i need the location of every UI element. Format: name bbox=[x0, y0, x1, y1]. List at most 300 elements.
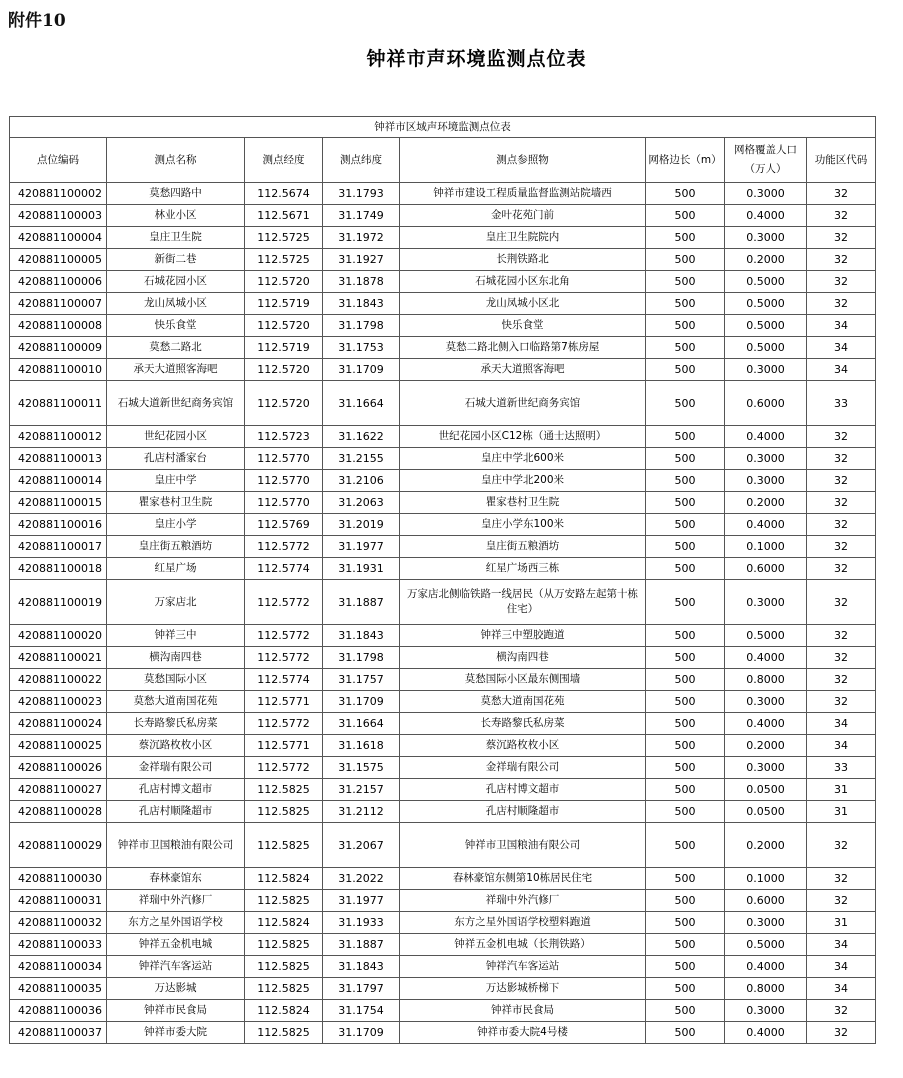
cell-reference: 莫愁大道南国花苑 bbox=[400, 691, 646, 713]
table-row bbox=[10, 956, 876, 978]
cell-point-code: 420881100004 bbox=[10, 227, 107, 249]
cell-longitude: 112.5825 bbox=[245, 934, 323, 956]
cell-zone-code: 32 bbox=[807, 470, 876, 492]
cell-longitude: 112.5825 bbox=[245, 1022, 323, 1044]
cell-point-name: 莫愁国际小区 bbox=[107, 669, 245, 691]
table-row bbox=[10, 779, 876, 801]
table-caption-row bbox=[10, 117, 876, 138]
cell-zone-code: 32 bbox=[807, 1000, 876, 1022]
cell-longitude: 112.5771 bbox=[245, 691, 323, 713]
cell-latitude: 31.1798 bbox=[323, 647, 400, 669]
cell-point-name: 蔡沉路枚枚小区 bbox=[107, 735, 245, 757]
cell-latitude: 31.1887 bbox=[323, 580, 400, 625]
cell-grid-length: 500 bbox=[646, 978, 725, 1000]
cell-point-name: 横沟南四巷 bbox=[107, 647, 245, 669]
cell-zone-code: 31 bbox=[807, 779, 876, 801]
cell-zone-code: 32 bbox=[807, 580, 876, 625]
cell-point-name: 金祥瑞有限公司 bbox=[107, 757, 245, 779]
cell-longitude: 112.5774 bbox=[245, 558, 323, 580]
header-point-code: 点位编码 bbox=[10, 138, 107, 183]
cell-zone-code: 32 bbox=[807, 426, 876, 448]
cell-grid-length: 500 bbox=[646, 912, 725, 934]
cell-reference: 石城花园小区东北角 bbox=[400, 271, 646, 293]
cell-reference: 春林豪馆东侧第10栋居民住宅 bbox=[400, 868, 646, 890]
cell-point-code: 420881100019 bbox=[10, 580, 107, 625]
cell-population: 0.4000 bbox=[725, 956, 807, 978]
cell-point-code: 420881100013 bbox=[10, 448, 107, 470]
cell-grid-length: 500 bbox=[646, 625, 725, 647]
table-row bbox=[10, 249, 876, 271]
cell-latitude: 31.2019 bbox=[323, 514, 400, 536]
cell-point-code: 420881100020 bbox=[10, 625, 107, 647]
cell-population: 0.3000 bbox=[725, 1000, 807, 1022]
cell-latitude: 31.1754 bbox=[323, 1000, 400, 1022]
cell-longitude: 112.5772 bbox=[245, 580, 323, 625]
table-row bbox=[10, 227, 876, 249]
cell-reference: 长寿路黎氏私房菜 bbox=[400, 713, 646, 735]
cell-population: 0.1000 bbox=[725, 868, 807, 890]
cell-zone-code: 31 bbox=[807, 801, 876, 823]
cell-point-name: 瞿家巷村卫生院 bbox=[107, 492, 245, 514]
cell-grid-length: 500 bbox=[646, 1000, 725, 1022]
cell-point-name: 钟祥市民食局 bbox=[107, 1000, 245, 1022]
cell-point-name: 快乐食堂 bbox=[107, 315, 245, 337]
header-zone-code: 功能区代码 bbox=[807, 138, 876, 183]
cell-point-code: 420881100031 bbox=[10, 890, 107, 912]
cell-grid-length: 500 bbox=[646, 823, 725, 868]
cell-population: 0.4000 bbox=[725, 426, 807, 448]
cell-population: 0.5000 bbox=[725, 293, 807, 315]
table-row bbox=[10, 315, 876, 337]
cell-point-code: 420881100017 bbox=[10, 536, 107, 558]
cell-point-name: 新街二巷 bbox=[107, 249, 245, 271]
cell-point-code: 420881100027 bbox=[10, 779, 107, 801]
cell-latitude: 31.1798 bbox=[323, 315, 400, 337]
cell-point-name: 孔店村博文超市 bbox=[107, 779, 245, 801]
cell-reference: 钟祥市民食局 bbox=[400, 1000, 646, 1022]
cell-latitude: 31.2155 bbox=[323, 448, 400, 470]
cell-point-code: 420881100032 bbox=[10, 912, 107, 934]
cell-population: 0.3000 bbox=[725, 448, 807, 470]
cell-point-name: 祥瑞中外汽修厂 bbox=[107, 890, 245, 912]
cell-zone-code: 32 bbox=[807, 669, 876, 691]
cell-point-code: 420881100005 bbox=[10, 249, 107, 271]
cell-reference: 祥瑞中外汽修厂 bbox=[400, 890, 646, 912]
cell-point-code: 420881100002 bbox=[10, 183, 107, 205]
cell-grid-length: 500 bbox=[646, 249, 725, 271]
cell-longitude: 112.5772 bbox=[245, 536, 323, 558]
cell-population: 0.5000 bbox=[725, 315, 807, 337]
cell-grid-length: 500 bbox=[646, 426, 725, 448]
table-row bbox=[10, 691, 876, 713]
cell-zone-code: 34 bbox=[807, 337, 876, 359]
cell-reference: 金叶花苑门前 bbox=[400, 205, 646, 227]
cell-point-code: 420881100009 bbox=[10, 337, 107, 359]
cell-grid-length: 500 bbox=[646, 448, 725, 470]
cell-zone-code: 32 bbox=[807, 183, 876, 205]
cell-zone-code: 32 bbox=[807, 249, 876, 271]
cell-grid-length: 500 bbox=[646, 381, 725, 426]
cell-longitude: 112.5725 bbox=[245, 249, 323, 271]
cell-reference: 钟祥市建设工程质量监督监测站院墙西 bbox=[400, 183, 646, 205]
cell-point-code: 420881100036 bbox=[10, 1000, 107, 1022]
cell-longitude: 112.5825 bbox=[245, 801, 323, 823]
cell-zone-code: 31 bbox=[807, 912, 876, 934]
cell-zone-code: 32 bbox=[807, 492, 876, 514]
cell-latitude: 31.1709 bbox=[323, 691, 400, 713]
cell-latitude: 31.1757 bbox=[323, 669, 400, 691]
cell-grid-length: 500 bbox=[646, 315, 725, 337]
table-row bbox=[10, 271, 876, 293]
cell-point-code: 420881100010 bbox=[10, 359, 107, 381]
header-grid-length: 网格边长（m） bbox=[646, 138, 725, 183]
cell-point-code: 420881100034 bbox=[10, 956, 107, 978]
cell-reference: 万家店北侧临铁路一线居民（从万安路左起第十栋住宅） bbox=[400, 580, 646, 625]
table-row bbox=[10, 337, 876, 359]
table-row bbox=[10, 713, 876, 735]
cell-population: 0.3000 bbox=[725, 691, 807, 713]
cell-population: 0.1000 bbox=[725, 536, 807, 558]
table-row bbox=[10, 514, 876, 536]
cell-zone-code: 34 bbox=[807, 956, 876, 978]
cell-point-name: 钟祥三中 bbox=[107, 625, 245, 647]
cell-population: 0.6000 bbox=[725, 558, 807, 580]
cell-grid-length: 500 bbox=[646, 227, 725, 249]
cell-reference: 万达影城桥梯下 bbox=[400, 978, 646, 1000]
cell-reference: 长荆铁路北 bbox=[400, 249, 646, 271]
cell-population: 0.4000 bbox=[725, 205, 807, 227]
cell-point-name: 皇庄小学 bbox=[107, 514, 245, 536]
cell-zone-code: 32 bbox=[807, 514, 876, 536]
table-row bbox=[10, 934, 876, 956]
cell-grid-length: 500 bbox=[646, 470, 725, 492]
cell-zone-code: 34 bbox=[807, 934, 876, 956]
cell-longitude: 112.5824 bbox=[245, 868, 323, 890]
cell-latitude: 31.1664 bbox=[323, 713, 400, 735]
table-row bbox=[10, 426, 876, 448]
cell-population: 0.6000 bbox=[725, 381, 807, 426]
table-row bbox=[10, 647, 876, 669]
cell-population: 0.3000 bbox=[725, 227, 807, 249]
cell-latitude: 31.1709 bbox=[323, 359, 400, 381]
table-row bbox=[10, 492, 876, 514]
cell-zone-code: 32 bbox=[807, 625, 876, 647]
cell-zone-code: 32 bbox=[807, 1022, 876, 1044]
cell-population: 0.3000 bbox=[725, 359, 807, 381]
table-row bbox=[10, 205, 876, 227]
cell-reference: 世纪花园小区C12栋（通士达照明） bbox=[400, 426, 646, 448]
cell-zone-code: 33 bbox=[807, 757, 876, 779]
cell-population: 0.2000 bbox=[725, 823, 807, 868]
cell-grid-length: 500 bbox=[646, 536, 725, 558]
table-row bbox=[10, 580, 876, 625]
cell-zone-code: 34 bbox=[807, 713, 876, 735]
cell-population: 0.4000 bbox=[725, 1022, 807, 1044]
cell-longitude: 112.5770 bbox=[245, 448, 323, 470]
cell-zone-code: 33 bbox=[807, 381, 876, 426]
cell-population: 0.5000 bbox=[725, 271, 807, 293]
cell-zone-code: 34 bbox=[807, 978, 876, 1000]
cell-latitude: 31.1933 bbox=[323, 912, 400, 934]
cell-reference: 皇庄小学东100米 bbox=[400, 514, 646, 536]
table-row bbox=[10, 536, 876, 558]
table-row bbox=[10, 381, 876, 426]
cell-longitude: 112.5725 bbox=[245, 227, 323, 249]
cell-grid-length: 500 bbox=[646, 735, 725, 757]
table-row bbox=[10, 735, 876, 757]
cell-point-code: 420881100018 bbox=[10, 558, 107, 580]
header-reference: 测点参照物 bbox=[400, 138, 646, 183]
cell-longitude: 112.5825 bbox=[245, 890, 323, 912]
cell-latitude: 31.1664 bbox=[323, 381, 400, 426]
cell-point-name: 钟祥市卫国粮油有限公司 bbox=[107, 823, 245, 868]
cell-longitude: 112.5825 bbox=[245, 956, 323, 978]
cell-latitude: 31.1977 bbox=[323, 536, 400, 558]
table-row bbox=[10, 823, 876, 868]
cell-point-code: 420881100022 bbox=[10, 669, 107, 691]
cell-grid-length: 500 bbox=[646, 580, 725, 625]
cell-population: 0.4000 bbox=[725, 647, 807, 669]
cell-latitude: 31.2112 bbox=[323, 801, 400, 823]
cell-population: 0.3000 bbox=[725, 470, 807, 492]
cell-population: 0.3000 bbox=[725, 183, 807, 205]
cell-latitude: 31.1843 bbox=[323, 293, 400, 315]
cell-reference: 莫愁二路北侧入口临路第7栋房屋 bbox=[400, 337, 646, 359]
cell-point-name: 红星广场 bbox=[107, 558, 245, 580]
cell-point-name: 林业小区 bbox=[107, 205, 245, 227]
cell-point-code: 420881100033 bbox=[10, 934, 107, 956]
cell-point-name: 石城花园小区 bbox=[107, 271, 245, 293]
cell-latitude: 31.1931 bbox=[323, 558, 400, 580]
cell-point-code: 420881100008 bbox=[10, 315, 107, 337]
table-row bbox=[10, 868, 876, 890]
cell-zone-code: 32 bbox=[807, 448, 876, 470]
table-row bbox=[10, 1022, 876, 1044]
cell-point-name: 莫愁大道南国花苑 bbox=[107, 691, 245, 713]
cell-grid-length: 500 bbox=[646, 293, 725, 315]
cell-point-name: 世纪花园小区 bbox=[107, 426, 245, 448]
cell-population: 0.2000 bbox=[725, 735, 807, 757]
cell-point-code: 420881100024 bbox=[10, 713, 107, 735]
cell-reference: 龙山凤城小区北 bbox=[400, 293, 646, 315]
cell-point-code: 420881100037 bbox=[10, 1022, 107, 1044]
cell-reference: 蔡沉路枚枚小区 bbox=[400, 735, 646, 757]
cell-latitude: 31.1878 bbox=[323, 271, 400, 293]
cell-longitude: 112.5824 bbox=[245, 1000, 323, 1022]
cell-latitude: 31.1793 bbox=[323, 183, 400, 205]
cell-population: 0.8000 bbox=[725, 978, 807, 1000]
cell-longitude: 112.5719 bbox=[245, 293, 323, 315]
cell-population: 0.3000 bbox=[725, 757, 807, 779]
cell-point-name: 孔店村潘家台 bbox=[107, 448, 245, 470]
table-row bbox=[10, 1000, 876, 1022]
cell-point-code: 420881100035 bbox=[10, 978, 107, 1000]
cell-grid-length: 500 bbox=[646, 801, 725, 823]
cell-zone-code: 34 bbox=[807, 735, 876, 757]
cell-zone-code: 32 bbox=[807, 558, 876, 580]
cell-point-code: 420881100029 bbox=[10, 823, 107, 868]
header-longitude: 测点经度 bbox=[245, 138, 323, 183]
cell-reference: 东方之星外国语学校塑料跑道 bbox=[400, 912, 646, 934]
cell-point-code: 420881100015 bbox=[10, 492, 107, 514]
cell-zone-code: 34 bbox=[807, 315, 876, 337]
cell-longitude: 112.5720 bbox=[245, 315, 323, 337]
cell-longitude: 112.5772 bbox=[245, 757, 323, 779]
cell-grid-length: 500 bbox=[646, 205, 725, 227]
cell-reference: 皇庄中学北600米 bbox=[400, 448, 646, 470]
cell-longitude: 112.5772 bbox=[245, 647, 323, 669]
cell-latitude: 31.1797 bbox=[323, 978, 400, 1000]
cell-zone-code: 32 bbox=[807, 823, 876, 868]
cell-reference: 孔店村博文超市 bbox=[400, 779, 646, 801]
cell-zone-code: 32 bbox=[807, 536, 876, 558]
table-row bbox=[10, 470, 876, 492]
cell-grid-length: 500 bbox=[646, 934, 725, 956]
cell-population: 0.3000 bbox=[725, 580, 807, 625]
cell-point-code: 420881100025 bbox=[10, 735, 107, 757]
cell-zone-code: 34 bbox=[807, 359, 876, 381]
cell-point-code: 420881100011 bbox=[10, 381, 107, 426]
cell-population: 0.8000 bbox=[725, 669, 807, 691]
cell-point-name: 东方之星外国语学校 bbox=[107, 912, 245, 934]
cell-population: 0.5000 bbox=[725, 337, 807, 359]
cell-grid-length: 500 bbox=[646, 956, 725, 978]
cell-point-code: 420881100028 bbox=[10, 801, 107, 823]
cell-latitude: 31.1618 bbox=[323, 735, 400, 757]
cell-point-code: 420881100006 bbox=[10, 271, 107, 293]
table-row bbox=[10, 625, 876, 647]
cell-grid-length: 500 bbox=[646, 183, 725, 205]
cell-grid-length: 500 bbox=[646, 271, 725, 293]
cell-latitude: 31.1972 bbox=[323, 227, 400, 249]
cell-point-name: 长寿路黎氏私房菜 bbox=[107, 713, 245, 735]
cell-population: 0.4000 bbox=[725, 713, 807, 735]
cell-zone-code: 32 bbox=[807, 647, 876, 669]
cell-grid-length: 500 bbox=[646, 514, 725, 536]
cell-latitude: 31.2157 bbox=[323, 779, 400, 801]
cell-latitude: 31.1843 bbox=[323, 956, 400, 978]
cell-reference: 红星广场西三栋 bbox=[400, 558, 646, 580]
cell-point-code: 420881100030 bbox=[10, 868, 107, 890]
cell-zone-code: 32 bbox=[807, 691, 876, 713]
cell-point-name: 钟祥市委大院 bbox=[107, 1022, 245, 1044]
cell-zone-code: 32 bbox=[807, 868, 876, 890]
cell-grid-length: 500 bbox=[646, 337, 725, 359]
cell-longitude: 112.5774 bbox=[245, 669, 323, 691]
cell-latitude: 31.1749 bbox=[323, 205, 400, 227]
cell-longitude: 112.5772 bbox=[245, 713, 323, 735]
cell-longitude: 112.5825 bbox=[245, 978, 323, 1000]
table-row bbox=[10, 359, 876, 381]
table-row bbox=[10, 558, 876, 580]
table-row bbox=[10, 757, 876, 779]
cell-point-name: 石城大道新世纪商务宾馆 bbox=[107, 381, 245, 426]
cell-zone-code: 32 bbox=[807, 890, 876, 912]
cell-point-code: 420881100016 bbox=[10, 514, 107, 536]
cell-longitude: 112.5720 bbox=[245, 381, 323, 426]
cell-latitude: 31.2022 bbox=[323, 868, 400, 890]
header-population: 网格覆盖人口（万人） bbox=[725, 138, 807, 183]
cell-reference: 快乐食堂 bbox=[400, 315, 646, 337]
cell-longitude: 112.5719 bbox=[245, 337, 323, 359]
cell-longitude: 112.5723 bbox=[245, 426, 323, 448]
attachment-label: 附件10 bbox=[8, 11, 66, 31]
cell-reference: 钟祥三中塑胶跑道 bbox=[400, 625, 646, 647]
cell-reference: 莫愁国际小区最东侧围墙 bbox=[400, 669, 646, 691]
cell-point-name: 皇庄卫生院 bbox=[107, 227, 245, 249]
cell-longitude: 112.5772 bbox=[245, 625, 323, 647]
cell-longitude: 112.5720 bbox=[245, 359, 323, 381]
cell-longitude: 112.5770 bbox=[245, 492, 323, 514]
cell-longitude: 112.5720 bbox=[245, 271, 323, 293]
cell-grid-length: 500 bbox=[646, 647, 725, 669]
cell-longitude: 112.5769 bbox=[245, 514, 323, 536]
cell-point-code: 420881100007 bbox=[10, 293, 107, 315]
cell-population: 0.2000 bbox=[725, 249, 807, 271]
cell-population: 0.0500 bbox=[725, 779, 807, 801]
cell-reference: 皇庄中学北200米 bbox=[400, 470, 646, 492]
cell-reference: 皇庄卫生院院内 bbox=[400, 227, 646, 249]
cell-reference: 承天大道照客海吧 bbox=[400, 359, 646, 381]
cell-point-name: 龙山凤城小区 bbox=[107, 293, 245, 315]
cell-latitude: 31.1753 bbox=[323, 337, 400, 359]
table-row bbox=[10, 669, 876, 691]
cell-latitude: 31.2106 bbox=[323, 470, 400, 492]
cell-longitude: 112.5674 bbox=[245, 183, 323, 205]
cell-longitude: 112.5770 bbox=[245, 470, 323, 492]
cell-population: 0.2000 bbox=[725, 492, 807, 514]
cell-point-name: 万达影城 bbox=[107, 978, 245, 1000]
table-row bbox=[10, 912, 876, 934]
cell-grid-length: 500 bbox=[646, 669, 725, 691]
document-title: 钟祥市声环境监测点位表 bbox=[366, 48, 587, 70]
cell-point-code: 420881100026 bbox=[10, 757, 107, 779]
cell-population: 0.5000 bbox=[725, 625, 807, 647]
cell-population: 0.6000 bbox=[725, 890, 807, 912]
cell-zone-code: 32 bbox=[807, 293, 876, 315]
monitoring-points-table bbox=[9, 116, 876, 1044]
cell-point-code: 420881100021 bbox=[10, 647, 107, 669]
cell-point-name: 承天大道照客海吧 bbox=[107, 359, 245, 381]
cell-longitude: 112.5825 bbox=[245, 823, 323, 868]
header-point-name: 测点名称 bbox=[107, 138, 245, 183]
cell-population: 0.3000 bbox=[725, 912, 807, 934]
cell-grid-length: 500 bbox=[646, 558, 725, 580]
cell-latitude: 31.1843 bbox=[323, 625, 400, 647]
cell-reference: 钟祥市委大院4号楼 bbox=[400, 1022, 646, 1044]
cell-reference: 金祥瑞有限公司 bbox=[400, 757, 646, 779]
cell-population: 0.5000 bbox=[725, 934, 807, 956]
cell-point-code: 420881100014 bbox=[10, 470, 107, 492]
cell-population: 0.0500 bbox=[725, 801, 807, 823]
table-row bbox=[10, 293, 876, 315]
cell-reference: 瞿家巷村卫生院 bbox=[400, 492, 646, 514]
cell-grid-length: 500 bbox=[646, 691, 725, 713]
cell-longitude: 112.5824 bbox=[245, 912, 323, 934]
cell-point-name: 莫愁二路北 bbox=[107, 337, 245, 359]
cell-latitude: 31.1927 bbox=[323, 249, 400, 271]
cell-latitude: 31.1575 bbox=[323, 757, 400, 779]
header-latitude: 测点纬度 bbox=[323, 138, 400, 183]
cell-longitude: 112.5671 bbox=[245, 205, 323, 227]
cell-grid-length: 500 bbox=[646, 713, 725, 735]
cell-grid-length: 500 bbox=[646, 492, 725, 514]
cell-point-name: 春林豪馆东 bbox=[107, 868, 245, 890]
cell-grid-length: 500 bbox=[646, 890, 725, 912]
cell-grid-length: 500 bbox=[646, 1022, 725, 1044]
table-row bbox=[10, 890, 876, 912]
cell-reference: 石城大道新世纪商务宾馆 bbox=[400, 381, 646, 426]
